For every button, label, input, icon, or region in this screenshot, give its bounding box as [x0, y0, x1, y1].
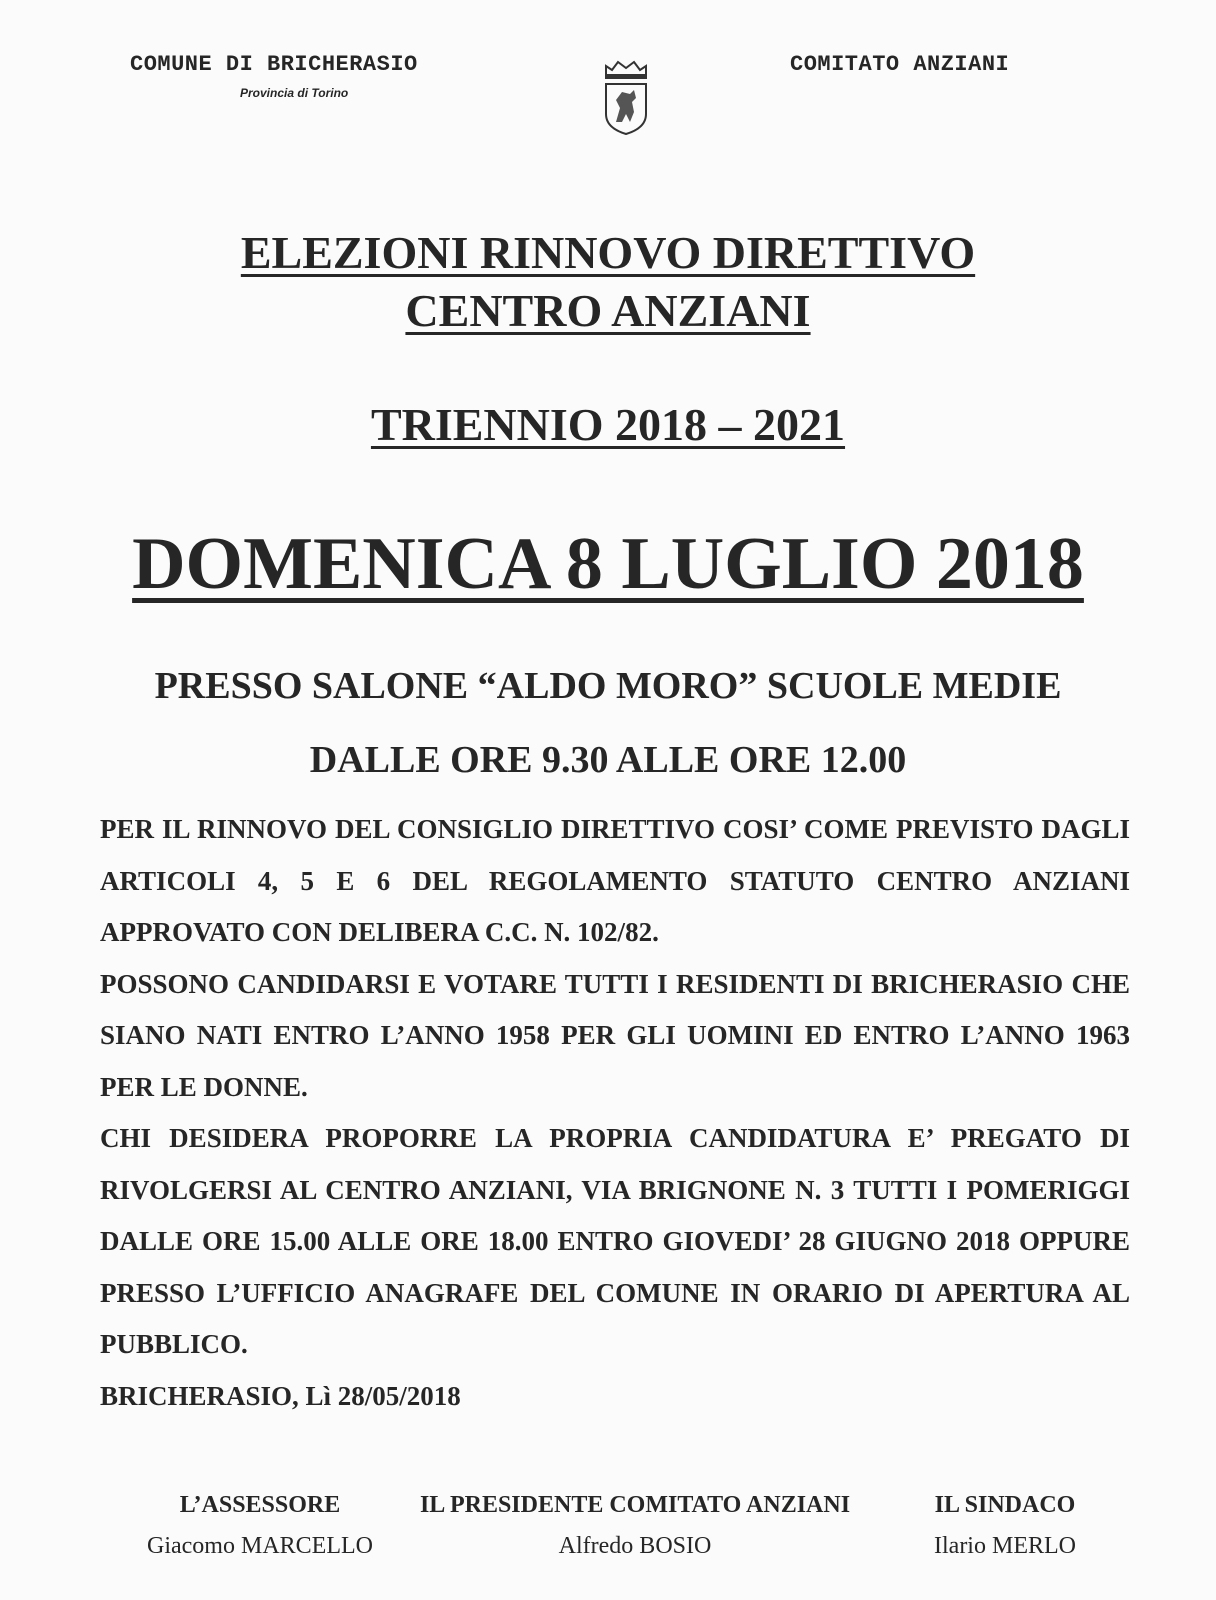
title-line-2: CENTRO ANZIANI — [405, 285, 811, 336]
paragraph-purpose: PER IL RINNOVO DEL CONSIGLIO DIRETTIVO COSI’ COME PREVISTO DAGLI ARTICOLI 4, 5 E 6 DEL REGOLAMENTO STATUTO CENTRO ANZIANI APPROVATO CON DELIBERA C.C. N. 102/82. — [100, 814, 1130, 947]
event-date: DOMENICA 8 LUGLIO 2018 — [132, 523, 1084, 605]
signature-name: Giacomo MARCELLO — [147, 1533, 373, 1559]
comitato-title: COMITATO ANZIANI — [790, 52, 1010, 77]
notice-body — [100, 804, 1130, 1422]
signature-name: Ilario MERLO — [934, 1533, 1076, 1559]
period-title: TRIENNIO 2018 – 2021 — [370, 399, 846, 450]
hours: DALLE ORE 9.30 ALLE ORE 12.00 — [309, 739, 907, 781]
comune-title: COMUNE DI BRICHERASIO — [130, 52, 418, 77]
paragraph-eligibility: POSSONO CANDIDARSI E VOTARE TUTTI I RESIDENTI DI BRICHERASIO CHE SIANO NATI ENTRO L’ANNO 1958 PER GLI UOMINI ED ENTRO L’ANNO 1963 PER LE DONNE. — [100, 968, 1130, 1102]
paragraph-candidacy: CHI DESIDERA PROPORRE LA PROPRIA CANDIDATURA E’ PREGATO DI RIVOLGERSI AL CENTRO ANZIANI, VIA BRIGNONE N. 3 TUTTI I POMERIGGI DALLE ORE 15.00 ALLE ORE 18.00 ENTRO GIOVEDI’ 28 GIUGNO 2018 OPPURE PRESSO L’UFFICIO ANAGRAFE DEL COMUNE IN ORARIO DI APERTURA AL PUBBLICO. — [100, 1123, 1130, 1359]
title-line-1: ELEZIONI RINNOVO DIRETTIVO — [240, 227, 976, 278]
signature-role: IL SINDACO — [934, 1492, 1076, 1518]
place-date: BRICHERASIO, Lì 28/05/2018 — [100, 1380, 461, 1411]
signature-role: L’ASSESSORE — [179, 1492, 341, 1518]
signature-sindaco — [905, 1492, 1105, 1560]
signature-assessore — [120, 1492, 400, 1560]
coat-of-arms-icon — [600, 56, 652, 136]
venue: PRESSO SALONE “ALDO MORO” SCUOLE MEDIE — [154, 665, 1062, 707]
provincia-subtitle: Provincia di Torino — [240, 86, 349, 100]
signature-role: IL PRESIDENTE COMITATO ANZIANI — [419, 1492, 851, 1518]
signature-presidente — [400, 1492, 870, 1560]
signature-name: Alfredo BOSIO — [558, 1533, 712, 1559]
